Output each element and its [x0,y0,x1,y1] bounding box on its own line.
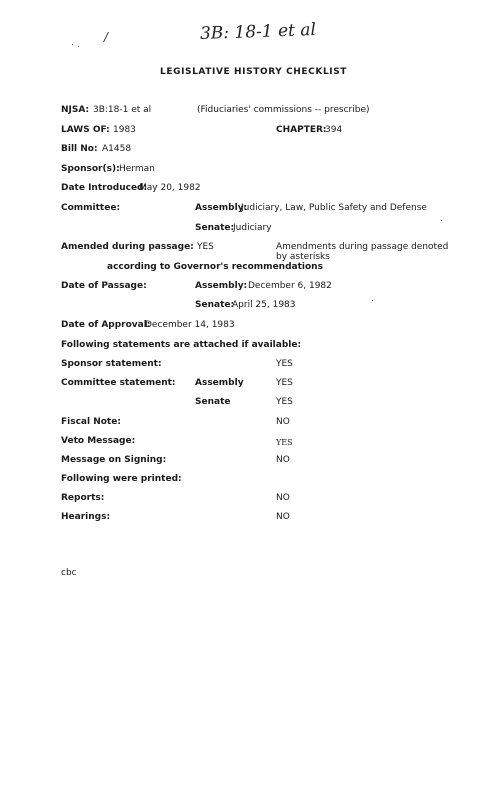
committee-label: Committee: [61,203,121,213]
amended-label: Amended during passage: [61,242,194,252]
committee-statement-senate-label: Senate [195,397,231,407]
njsa-value: 3B:18-1 et al [93,105,152,115]
hearings-label: Hearings: [61,512,111,522]
scan-speck [372,300,373,301]
committee-senate-label: Senate: [195,223,235,233]
reports-label: Reports: [61,493,105,503]
njsa-label: NJSA: [61,105,90,115]
veto-message-value: YES [276,438,293,447]
statements-header: Following statements are attached if available: [61,340,302,350]
committee-assembly-value: Judiciary, Law, Public Safety and Defense [241,203,427,213]
committee-statement-senate-value: YES [276,397,293,407]
sponsor-statement-label: Sponsor statement: [61,359,162,369]
hearings-value: NO [276,512,290,522]
passage-assembly-label: Assembly: [195,281,248,291]
passage-senate-label: Senate: [195,300,235,310]
date-of-approval-value: December 14, 1983 [145,320,235,330]
bill-no-label: Bill No: [61,144,98,154]
printed-header: Following were printed: [61,474,182,484]
veto-message-label: Veto Message: [61,436,136,446]
date-of-passage-label: Date of Passage: [61,281,147,291]
scan-speck [441,220,442,221]
sponsors-value: Herman [119,164,155,174]
handwritten-slash: / [104,30,109,44]
reports-value: NO [276,493,290,503]
committee-statement-label: Committee statement: [61,378,176,388]
committee-senate-value: Judiciary [233,223,272,233]
fiscal-note-value: NO [276,417,290,427]
amended-value: YES [197,242,214,252]
handwritten-header: 3B: 18-1 et al [199,19,317,45]
initials: cbc [61,568,77,578]
page-title: LEGISLATIVE HISTORY CHECKLIST [160,67,348,77]
passage-assembly-value: December 6, 1982 [248,281,332,291]
date-introduced-value: May 20, 1982 [139,183,201,193]
amended-note-line1: Amendments during passage denoted [276,242,449,252]
scan-speck [72,44,73,45]
message-on-signing-label: Message on Signing: [61,455,167,465]
sponsor-statement-value: YES [276,359,293,369]
passage-senate-value: April 25, 1983 [232,300,296,310]
date-introduced-label: Date Introduced: [61,183,148,193]
amended-note-line2: by asterisks [276,252,330,262]
chapter-label: CHAPTER: [276,125,327,135]
message-on-signing-value: NO [276,455,290,465]
njsa-subject: (Fiduciaries' commissions -- prescribe) [197,105,370,115]
bill-no-value: A1458 [102,144,132,154]
chapter-value: 394 [325,125,343,135]
date-of-approval-label: Date of Approval: [61,320,151,330]
committee-assembly-label: Assembly: [195,203,248,213]
sponsors-label: Sponsor(s): [61,164,120,174]
committee-statement-assembly-label: Assembly [195,378,244,388]
laws-of-value: 1983 [113,125,136,135]
laws-of-label: LAWS OF: [61,125,110,135]
amended-note-line3: according to Governor's recommendations [107,262,323,272]
fiscal-note-label: Fiscal Note: [61,417,121,427]
committee-statement-assembly-value: YES [276,378,293,388]
scan-speck [78,46,79,47]
